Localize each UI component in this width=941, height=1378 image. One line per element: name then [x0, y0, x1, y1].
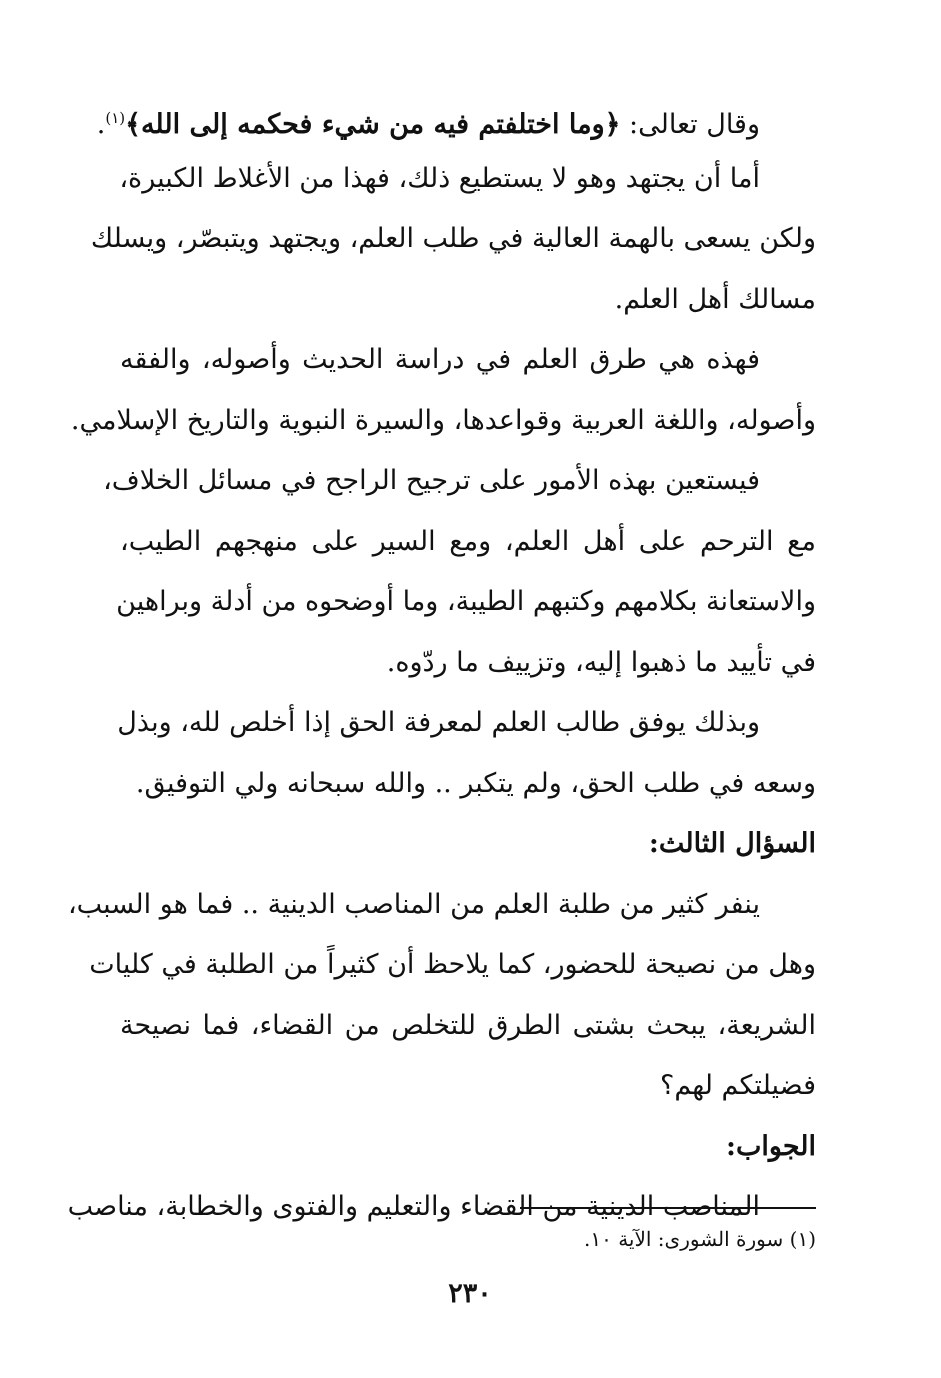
footnote: (١) سورة الشورى: الآية ١٠. — [584, 1227, 816, 1251]
question-heading: السؤال الثالث: — [648, 828, 816, 859]
paragraph-2-line-1: أما أن يجتهد وهو لا يستطيع ذلك، فهذا من الأغلاط الكبيرة، — [119, 162, 760, 194]
paragraph-6-line-3: الشريعة، يبحث بشتى الطرق للتخلص من القضاء، فما نصيحة — [120, 1009, 816, 1041]
paragraph-4-line-1: فيستعين بهذه الأمور على ترجيح الراجح في مسائل الخلاف، — [103, 465, 760, 496]
verse-period: . — [96, 109, 106, 140]
paragraph-4-line-4: في تأييد ما ذهبوا إليه، وتزييف ما ردّوه. — [386, 646, 816, 678]
quran-verse: ﴿وما اختلفتم فيه من شيء فحكمه إلى الله﴾ — [125, 109, 621, 140]
paragraph-4-line-3: والاستعانة بكلامهم وكتبهم الطيبة، وما أوضحوه من أدلة وبراهين — [116, 586, 816, 617]
paragraph-6-line-2: وهل من نصيحة للحضور، كما يلاحظ أن كثيراً من الطلبة في كليات — [89, 949, 816, 980]
footnote-divider — [520, 1207, 816, 1209]
paragraph-2-line-2: ولكن يسعى بالهمة العالية في طلب العلم، ويجتهد ويتبصّر، ويسلك — [90, 223, 816, 254]
paragraph-5-line-2: وسعه في طلب الحق، ولم يتكبر .. والله سبحانه ولي التوفيق. — [135, 767, 816, 799]
paragraph-verse-line — [96, 88, 816, 149]
paragraph-5-line-1: وبذلك يوفق طالب العلم لمعرفة الحق إذا أخلص لله، وبذل — [117, 707, 760, 738]
answer-heading: الجواب: — [726, 1130, 816, 1162]
paragraph-6-line-1: ينفر كثير من طلبة العلم من المناصب الدينية .. فما هو السبب، — [67, 888, 760, 920]
paragraph-3-line-1: فهذه هي طرق العلم في دراسة الحديث وأصوله، والفقه — [120, 344, 760, 375]
main-text — [67, 88, 816, 1238]
page-number: ٢٣٠ — [448, 1278, 492, 1309]
footnote-reference: (١) — [105, 109, 126, 127]
verse-intro: وقال تعالى: — [620, 109, 760, 140]
paragraph-2-line-3: مسالك أهل العلم. — [614, 283, 816, 315]
paragraph-3-line-2: وأصوله، واللغة العربية وقواعدها، والسيرة النبوية والتاريخ الإسلامي. — [70, 404, 816, 436]
paragraph-4-line-2: مع الترحم على أهل العلم، ومع السير على منهجهم الطيب، — [120, 525, 816, 557]
paragraph-6-line-4: فضيلتكم لهم؟ — [660, 1070, 816, 1101]
paragraph-7-line-1: المناصب الدينية من القضاء والتعليم والفتوى والخطابة، مناصب — [67, 1191, 760, 1222]
